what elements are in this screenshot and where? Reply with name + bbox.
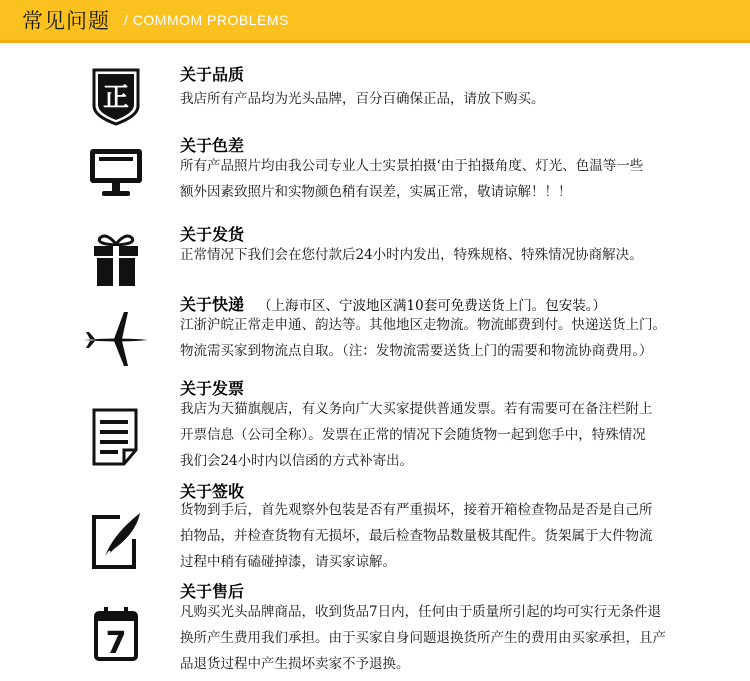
sign-pen-icon (80, 509, 152, 571)
airplane-icon (80, 306, 152, 368)
section-title: 关于发票 (180, 379, 245, 398)
section-body (180, 312, 666, 364)
body-line: 过程中稍有磕碰掉漆，请买家谅解。 (180, 554, 396, 570)
section-title: 关于售后 (180, 582, 245, 601)
body-line: 我们会24小时内以信函的方式补寄出。 (180, 453, 414, 469)
page-title: 常见问题 (22, 9, 110, 33)
calendar-icon-label: 7 (105, 626, 127, 661)
monitor-icon (80, 143, 152, 205)
gift-icon (80, 230, 152, 292)
body-line: 所有产品照片均由我公司专业人士实景拍摄‘由于拍摄角度、灯光、色温等一些 (180, 158, 644, 174)
header-underline (0, 40, 750, 43)
section-body (180, 396, 653, 474)
body-line: 正常情况下我们会在您付款后24小时内发出，特殊规格、特殊情况协商解决。 (180, 247, 643, 263)
body-line: 我店所有产品均为光头品牌，百分百确保正品，请放下购买。 (180, 91, 545, 107)
free-delivery-note: （上海市区、宁波地区满10套可免费送货上门。包安装。） (258, 298, 606, 314)
body-line: 换所产生费用我们承担。由于买家自身问题退换货所产生的费用由买家承担，且产 (180, 630, 666, 646)
genuine-icon-label: 正 (102, 83, 130, 113)
section-body (180, 242, 643, 268)
section-title: 关于发货 (180, 225, 245, 244)
body-line: 拍物品，并检查货物有无损坏，最后检查物品数量极其配件。货架属于大件物流 (180, 528, 653, 544)
invoice-document-icon (80, 406, 152, 468)
page-subtitle: / COMMOM PROBLEMS (124, 12, 289, 28)
body-line: 货物到手后，首先观察外包装是否有严重损坏，接着开箱检查物品是否是自己所 (180, 502, 653, 518)
body-line: 凡购买光头品牌商品，收到货品7日内，任何由于质量所引起的均可实行无条件退 (180, 604, 662, 620)
section-title: 关于品质 (180, 65, 245, 84)
section-body (180, 497, 653, 575)
body-line: 额外因素致照片和实物颜色稍有误差，实属正常，敬请谅解！！！ (180, 184, 572, 200)
section-title: 关于签收 (180, 482, 245, 501)
body-line: 物流需买家到物流点自取。（注：发物流需要送货上门的需要和物流协商费用。） (180, 343, 653, 359)
section-title-text: 关于快递 (180, 295, 245, 314)
section-title: 关于色差 (180, 136, 245, 155)
genuine-shield-icon (80, 66, 152, 128)
header-bar (0, 0, 750, 40)
section-body (180, 599, 666, 677)
body-line: 开票信息（公司全称）。发票在正常的情况下会随货物一起到您手中，特殊情况 (180, 427, 646, 443)
body-line: 江浙沪皖正常走申通、韵达等。其他地区走物流。物流邮费到付。快递送货上门。 (180, 317, 666, 333)
body-line: 我店为天猫旗舰店，有义务向广大买家提供普通发票。若有需要可在备注栏附上 (180, 401, 653, 417)
body-line: 品退货过程中产生损坏卖家不予退换。 (180, 656, 410, 672)
calendar-7-icon (80, 603, 152, 665)
section-body (180, 86, 545, 112)
section-body (180, 153, 643, 205)
